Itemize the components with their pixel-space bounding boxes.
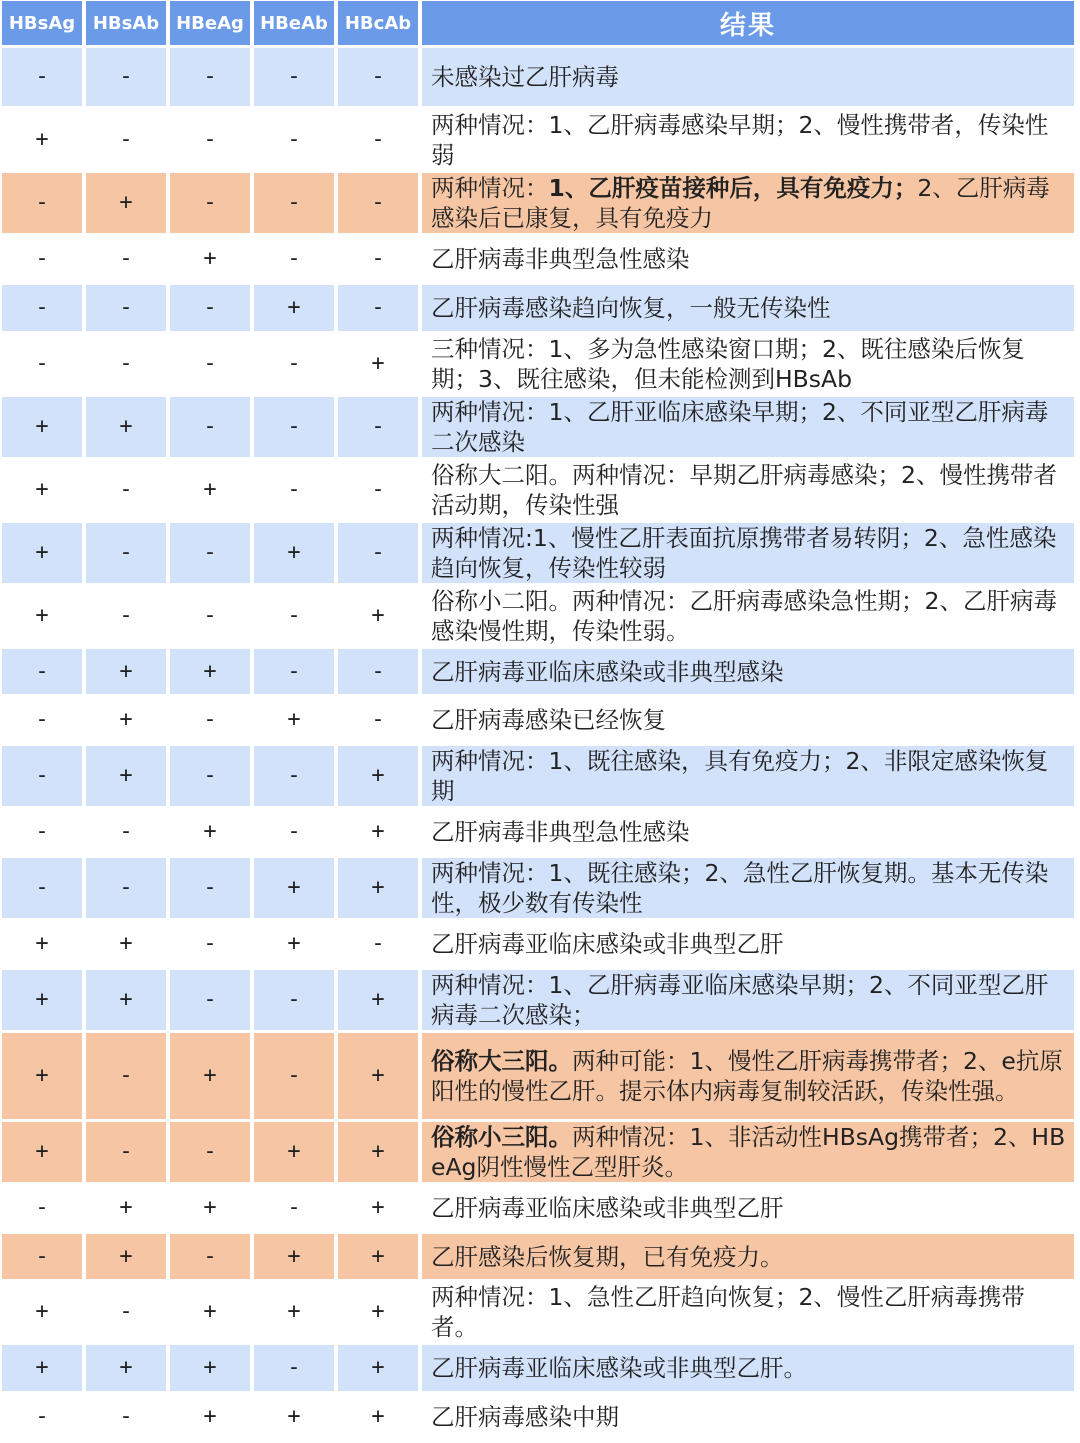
result-text: 两种情况：1、乙肝病毒感染早期；2、慢性携带者，传染性弱 [431,110,1049,169]
table-row [2,523,1074,583]
hbsab-cell: + [86,649,166,694]
hbcab-cell: - [338,397,418,457]
header-hbcab: HBcAb [338,1,418,45]
table-row [2,1282,1074,1342]
result-cell [422,809,1074,855]
hbsag-cell: - [2,809,82,855]
result-text: 乙肝病毒亚临床感染或非典型乙肝 [431,930,784,958]
result-cell [422,1394,1074,1440]
hbeag-cell: - [170,1122,250,1182]
result-text: 乙肝病毒感染已经恢复 [431,706,666,734]
hbsag-cell: - [2,1234,82,1279]
result-text: 乙肝病毒亚临床感染或非典型感染 [431,657,784,686]
hbcab-cell: + [338,1033,418,1119]
hbeag-cell: + [170,460,250,520]
hbeab-cell: + [254,1234,334,1279]
result-text: 两种情况:1、慢性乙肝表面抗原携带者易转阴；2、急性感染趋向恢复，传染性较弱 [431,524,1057,582]
hbsag-cell: - [2,1394,82,1440]
hbsab-cell: - [86,48,166,106]
hbeab-cell: - [254,1033,334,1119]
hbcab-cell: + [338,1282,418,1342]
result-text: 俗称大二阳。两种情况：早期乙肝病毒感染；2、慢性携带者活动期，传染性强 [431,461,1057,519]
hbsab-cell: - [86,109,166,170]
hbsab-cell: - [86,858,166,918]
result-text: 乙肝病毒感染趋向恢复，一般无传染性 [431,294,831,322]
result-cell [422,1185,1074,1231]
hbsag-cell: - [2,858,82,918]
result-cell [422,109,1074,170]
hbeag-cell: - [170,697,250,743]
hbcab-cell: + [338,1122,418,1182]
hbcab-cell: - [338,285,418,331]
hbsag-cell: - [2,334,82,394]
result-cell [422,649,1074,694]
hbsag-cell: + [2,1122,82,1182]
table-row [2,921,1074,967]
hbsab-cell: + [86,970,166,1030]
hbsab-cell: - [86,460,166,520]
header-hbeab: HBeAb [254,1,334,45]
table-header [2,1,1074,45]
result-text: 乙肝病毒亚临床感染或非典型乙肝 [431,1194,784,1222]
result-cell [422,48,1074,106]
hbeag-cell: - [170,1234,250,1279]
result-cell [422,397,1074,457]
result-cell [422,970,1074,1030]
hbeag-cell: - [170,109,250,170]
result-cell [422,697,1074,743]
hbeab-cell: + [254,921,334,967]
hbeag-cell: + [170,1033,250,1119]
header-row [2,1,1074,45]
table-row [2,1234,1074,1279]
table-row [2,809,1074,855]
hbsab-cell: + [86,1345,166,1391]
result-cell [422,334,1074,394]
result-text-bold: 1、乙肝疫苗接种后，具有免疫力； [548,174,918,202]
hbeab-cell: - [254,970,334,1030]
hbeag-cell: - [170,334,250,394]
hbcab-cell: + [338,1394,418,1440]
hbsab-cell: + [86,921,166,967]
table-row [2,746,1074,806]
result-cell [422,921,1074,967]
hbeab-cell: - [254,649,334,694]
hbsag-cell: - [2,697,82,743]
table-row [2,173,1074,233]
table-row [2,1345,1074,1391]
hbsag-cell: - [2,649,82,694]
hbsab-cell: + [86,1234,166,1279]
hbsab-cell: - [86,1122,166,1182]
hbeag-cell: - [170,397,250,457]
table-row [2,858,1074,918]
hbeab-cell: + [254,1394,334,1440]
hbsag-cell: + [2,460,82,520]
result-text: 未感染过乙肝病毒 [431,63,619,91]
table-body [2,48,1074,1440]
hbeag-cell: + [170,809,250,855]
hbcab-cell: - [338,236,418,282]
table-row [2,397,1074,457]
table-row [2,109,1074,170]
hbsab-cell: + [86,397,166,457]
hbcab-cell: + [338,334,418,394]
hbcab-cell: - [338,921,418,967]
result-text: 乙肝病毒感染中期 [431,1403,619,1431]
hbsab-cell: - [86,586,166,646]
table-row [2,236,1074,282]
hbsag-cell: + [2,1345,82,1391]
hbsab-cell: + [86,1185,166,1231]
hbeab-cell: - [254,746,334,806]
hbsag-cell: + [2,921,82,967]
result-text: 乙肝病毒非典型急性感染 [431,818,690,846]
hbeab-cell: + [254,285,334,331]
result-cell [422,460,1074,520]
result-cell [422,1234,1074,1279]
result-text: 乙肝感染后恢复期，已有免疫力。 [431,1242,784,1271]
hbeag-cell: + [170,649,250,694]
hbsab-cell: - [86,236,166,282]
hbeag-cell: + [170,1185,250,1231]
hbeag-cell: - [170,523,250,583]
result-text-bold: 俗称小三阳。 [431,1123,572,1151]
hbsag-cell: - [2,48,82,106]
hbeab-cell: + [254,1282,334,1342]
table-row [2,334,1074,394]
result-text: 两种情况： [431,174,549,202]
hbsab-cell: - [86,1394,166,1440]
result-text: 三种情况：1、多为急性感染窗口期；2、既往感染后恢复期；3、既往感染，但未能检测到HBsAb [431,335,1025,393]
hbcab-cell: - [338,523,418,583]
result-text: 两种情况：1、既往感染；2、急性乙肝恢复期。基本无传染性，极少数有传染性 [431,859,1049,917]
hbeab-cell: - [254,236,334,282]
table-row [2,1122,1074,1182]
hbsab-cell: - [86,1033,166,1119]
hbsag-cell: + [2,586,82,646]
result-cell [422,1122,1074,1182]
header-hbsab: HBsAb [86,1,166,45]
result-cell [422,746,1074,806]
header-hbeag: HBeAg [170,1,250,45]
table-row [2,285,1074,331]
hbsag-cell: - [2,236,82,282]
result-cell [422,1282,1074,1342]
hbsab-cell: - [86,334,166,394]
table-row [2,1033,1074,1119]
hbsab-cell: - [86,523,166,583]
hbcab-cell: + [338,858,418,918]
result-cell [422,285,1074,331]
hbcab-cell: + [338,746,418,806]
hbeab-cell: - [254,1185,334,1231]
result-text: 两种情况：1、急性乙肝趋向恢复；2、慢性乙肝病毒携带者。 [431,1283,1025,1341]
hbsag-cell: - [2,173,82,233]
hbcab-cell: + [338,809,418,855]
hbeab-cell: - [254,48,334,106]
hbeag-cell: - [170,586,250,646]
hbcab-cell: + [338,1345,418,1391]
hbcab-cell: - [338,460,418,520]
table-row [2,460,1074,520]
hbeab-cell: - [254,397,334,457]
hbsag-cell: - [2,285,82,331]
hbcab-cell: + [338,1234,418,1279]
table-row [2,586,1074,646]
hbcab-cell: - [338,649,418,694]
hbeag-cell: + [170,236,250,282]
hbeab-cell: - [254,809,334,855]
hbeag-cell: + [170,1282,250,1342]
table-row [2,1394,1074,1440]
hbeag-cell: + [170,1345,250,1391]
result-text: 两种情况：1、乙肝亚临床感染早期；2、不同亚型乙肝病毒二次感染 [431,398,1049,456]
hbeab-cell: - [254,334,334,394]
table-row [2,970,1074,1030]
hbeag-cell: - [170,858,250,918]
hbeag-cell: + [170,1394,250,1440]
hbsag-cell: + [2,109,82,170]
header-hbsag: HBsAg [2,1,82,45]
hbsab-cell: - [86,285,166,331]
hbcab-cell: + [338,1185,418,1231]
hbeag-cell: - [170,285,250,331]
hbcab-cell: - [338,48,418,106]
table-row [2,649,1074,694]
result-cell [422,1345,1074,1391]
hbcab-cell: - [338,109,418,170]
hbcab-cell: - [338,697,418,743]
hbcab-cell: + [338,586,418,646]
result-text: 乙肝病毒亚临床感染或非典型乙肝。 [431,1354,807,1382]
hbeab-cell: - [254,586,334,646]
hbsab-cell: - [86,809,166,855]
hbeab-cell: + [254,858,334,918]
result-text: 两种可能：1、慢性乙肝病毒携带者；2、e抗原阳性的慢性乙肝。提示体内病毒复制较活跃，传染性强。 [431,1047,1063,1105]
result-cell [422,236,1074,282]
table-row [2,48,1074,106]
hbcab-cell: - [338,173,418,233]
hbsag-cell: + [2,1033,82,1119]
table-row [2,1185,1074,1231]
header-result: 结果 [422,1,1074,45]
hbsag-cell: + [2,970,82,1030]
result-text: 乙肝病毒非典型急性感染 [431,245,690,273]
result-text: 2、乙肝病毒感染后已康复，具有免疫力 [431,174,1050,232]
hbcab-cell: + [338,970,418,1030]
hbeag-cell: - [170,746,250,806]
result-text: 俗称小二阳。两种情况：乙肝病毒感染急性期；2、乙肝病毒感染慢性期，传染性弱。 [431,587,1057,645]
hbeag-cell: - [170,173,250,233]
hbsag-cell: - [2,746,82,806]
result-cell [422,1033,1074,1119]
hbeag-cell: - [170,970,250,1030]
result-text: 两种情况：1、非活动性HBsAg携带者；2、HBeAg阴性慢性乙型肝炎。 [431,1123,1066,1181]
hbsag-cell: - [2,1185,82,1231]
hbeab-cell: + [254,1122,334,1182]
result-text: 两种情况：1、乙肝病毒亚临床感染早期；2、不同亚型乙肝病毒二次感染； [431,971,1049,1029]
hbeab-cell: + [254,523,334,583]
result-cell [422,858,1074,918]
hbeab-cell: - [254,173,334,233]
hbeag-cell: - [170,48,250,106]
hbsab-cell: + [86,173,166,233]
hbeab-cell: - [254,460,334,520]
hbsag-cell: + [2,397,82,457]
hbeab-cell: + [254,697,334,743]
hbsag-cell: + [2,1282,82,1342]
hbsab-cell: + [86,746,166,806]
result-cell [422,523,1074,583]
hbeab-cell: - [254,109,334,170]
hbsab-cell: + [86,697,166,743]
result-text: 两种情况：1、既往感染，具有免疫力；2、非限定感染恢复期 [431,747,1049,805]
hbeab-cell: - [254,1345,334,1391]
hbsag-cell: + [2,523,82,583]
result-cell [422,173,1074,233]
result-text-bold: 俗称大三阳。 [431,1047,572,1075]
hbsab-cell: - [86,1282,166,1342]
table-row [2,697,1074,743]
result-cell [422,586,1074,646]
hbeag-cell: - [170,921,250,967]
